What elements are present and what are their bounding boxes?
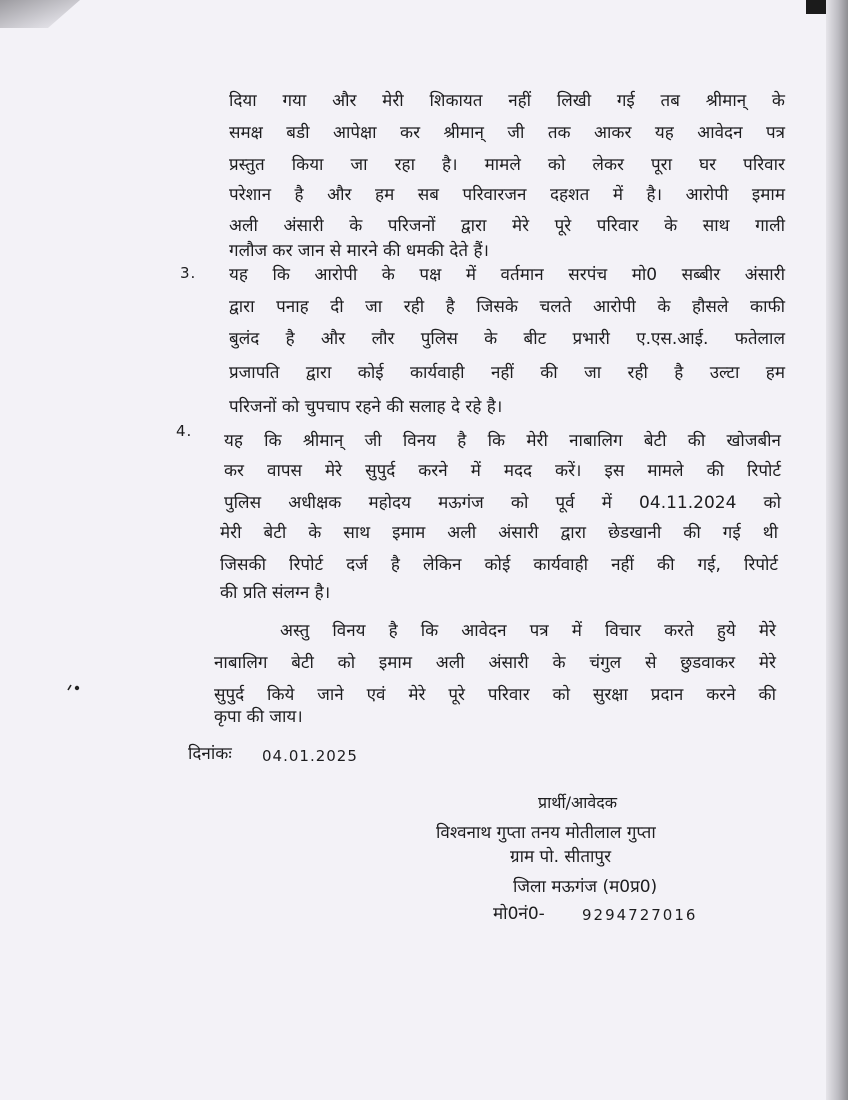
ink-mark-icon <box>67 682 81 692</box>
body-line: अली अंसारी के परिजनों द्वारा मेरे पूरे परिवार के साथ गाली <box>229 216 785 236</box>
closing-line: कृपा की जाय। <box>214 707 303 727</box>
mobile-label: मो0नं0- <box>493 904 545 924</box>
item4-line: मेरी बेटी के साथ इमाम अली अंसारी द्वारा छेडखानी की गई थी <box>220 523 778 543</box>
closing-line: सुपुर्द किये जाने एवं मेरे पूरे परिवार को सुरक्षा प्रदान करने की <box>214 685 776 705</box>
item-number-4: 4. <box>176 422 193 440</box>
item-number-3: 3. <box>180 264 197 282</box>
item4-line: यह कि श्रीमान् जी विनय है कि मेरी नाबालिग बेटी की खोजबीन <box>224 431 781 451</box>
item3-line: यह कि आरोपी के पक्ष में वर्तमान सरपंच मो0 सब्बीर अंसारी <box>229 265 785 285</box>
date-value: 04.01.2025 <box>262 747 358 765</box>
item3-line: परिजनों को चुपचाप रहने की सलाह दे रहे है। <box>229 397 503 417</box>
item4-line: पुलिस अधीक्षक महोदय मऊगंज को पूर्व में 04.11.2024 को <box>224 493 781 513</box>
signature-name: विश्वनाथ गुप्ता तनय मोतीलाल गुप्ता <box>436 823 656 843</box>
item4-line: की प्रति संलग्न है। <box>220 583 331 603</box>
body-line: प्रस्तुत किया जा रहा है। मामले को लेकर पूरा घर परिवार <box>229 155 785 175</box>
body-line: समक्ष बडी आपेक्षा कर श्रीमान् जी तक आकर यह आवेदन पत्र <box>229 123 785 143</box>
signature-role: प्रार्थी/आवेदक <box>538 793 618 812</box>
signature-village: ग्राम पो. सीतापुर <box>510 847 612 867</box>
body-line: गलौज कर जान से मारने की धमकी देते हैं। <box>229 241 489 261</box>
item3-line: प्रजापति द्वारा कोई कार्यवाही नहीं की जा रही है उल्टा हम <box>229 363 785 383</box>
signature-district: जिला मऊगंज (म0प्र0) <box>513 877 658 897</box>
closing-line: अस्तु विनय है कि आवेदन पत्र में विचार करते हुये मेरे <box>280 621 776 641</box>
item4-line: कर वापस मेरे सुपुर्द करने में मदद करें। इस मामले की रिपोर्ट <box>224 461 781 481</box>
body-line: दिया गया और मेरी शिकायत नहीं लिखी गई तब श्रीमान् के <box>229 91 785 111</box>
mobile-number: 9294727016 <box>582 906 698 924</box>
item4-line: जिसकी रिपोर्ट दर्ज है लेकिन कोई कार्यवाही नहीं की गई, रिपोर्ट <box>220 555 778 575</box>
item3-line: द्वारा पनाह दी जा रही है जिसके चलते आरोपी के हौसले काफी <box>229 297 785 317</box>
closing-line: नाबालिग बेटी को इमाम अली अंसारी के चंगुल से छुडवाकर मेरे <box>214 653 776 673</box>
item3-line: बुलंद है और लौर पुलिस के बीट प्रभारी ए.एस.आई. फतेलाल <box>229 329 785 349</box>
scan-corner-shadow <box>0 0 80 28</box>
date-label: दिनांकः <box>188 744 232 764</box>
scan-corner-dark <box>806 0 826 14</box>
body-line: परेशान है और हम सब परिवारजन दहशत में है। आरोपी इमाम <box>229 185 785 205</box>
scan-edge-shadow <box>826 0 848 1100</box>
